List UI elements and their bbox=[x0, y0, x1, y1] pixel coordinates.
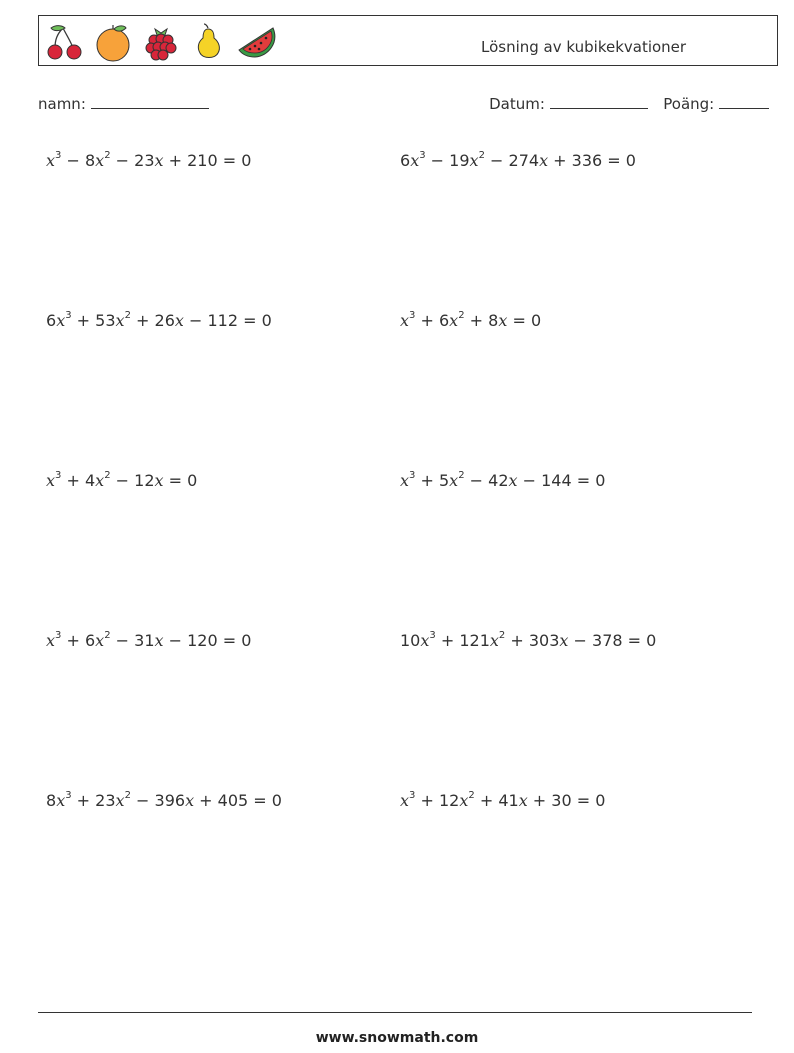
equation-term: + 6 bbox=[61, 631, 96, 650]
equation-7 bbox=[46, 631, 251, 650]
equation-term: − 274 bbox=[484, 151, 540, 170]
variable: x bbox=[46, 471, 56, 490]
variable: x bbox=[95, 631, 105, 650]
exponent: 2 bbox=[124, 309, 131, 321]
equation-term: 6 bbox=[400, 151, 411, 170]
variable: x bbox=[508, 471, 518, 490]
equation-term: − 8 bbox=[61, 151, 96, 170]
equation-9 bbox=[46, 791, 282, 810]
exponent: 2 bbox=[104, 629, 111, 641]
equation-term: = 0 bbox=[507, 311, 542, 330]
equation-term: + 41 bbox=[474, 791, 519, 810]
equation-term: − 23 bbox=[110, 151, 155, 170]
equation-term: − 19 bbox=[425, 151, 470, 170]
equation-term: − 144 = 0 bbox=[517, 471, 606, 490]
equation-term: − 42 bbox=[464, 471, 509, 490]
variable: x bbox=[449, 471, 459, 490]
variable: x bbox=[539, 151, 549, 170]
exponent: 3 bbox=[429, 629, 436, 641]
equation-term: − 396 bbox=[130, 791, 186, 810]
exponent: 2 bbox=[104, 469, 111, 481]
exponent: 3 bbox=[55, 629, 62, 641]
equation-term: − 31 bbox=[110, 631, 155, 650]
equation-term: 6 bbox=[46, 311, 57, 330]
exponent: 3 bbox=[409, 309, 416, 321]
exponent: 3 bbox=[409, 789, 416, 801]
equation-term: + 303 bbox=[505, 631, 560, 650]
exponent: 3 bbox=[65, 309, 72, 321]
equation-1 bbox=[46, 151, 251, 170]
equation-term: + 23 bbox=[71, 791, 116, 810]
equation-term: − 112 = 0 bbox=[183, 311, 272, 330]
equation-6 bbox=[400, 471, 605, 490]
variable: x bbox=[154, 151, 164, 170]
variable: x bbox=[420, 631, 430, 650]
variable: x bbox=[185, 791, 195, 810]
variable: x bbox=[115, 791, 125, 810]
variable: x bbox=[46, 631, 56, 650]
variable: x bbox=[115, 311, 125, 330]
variable: x bbox=[56, 311, 66, 330]
variable: x bbox=[559, 631, 569, 650]
equation-term: 8 bbox=[46, 791, 57, 810]
exponent: 2 bbox=[124, 789, 131, 801]
equation-term: 10 bbox=[400, 631, 421, 650]
variable: x bbox=[459, 791, 469, 810]
date-label: Datum: bbox=[489, 95, 545, 113]
variable: x bbox=[469, 151, 479, 170]
exponent: 2 bbox=[458, 469, 465, 481]
exponent: 2 bbox=[498, 629, 506, 641]
equation-term: + 30 = 0 bbox=[527, 791, 606, 810]
equation-term: + 53 bbox=[71, 311, 116, 330]
equation-term: + 405 = 0 bbox=[194, 791, 282, 810]
variable: x bbox=[489, 631, 499, 650]
exponent: 2 bbox=[104, 149, 111, 161]
equation-term: + 5 bbox=[415, 471, 450, 490]
score-label: Poäng: bbox=[663, 95, 715, 113]
variable: x bbox=[400, 791, 410, 810]
variable: x bbox=[154, 471, 164, 490]
exponent: 2 bbox=[478, 149, 485, 161]
variable: x bbox=[174, 311, 184, 330]
footer-url: www.snowmath.com bbox=[315, 1030, 479, 1046]
equation-2 bbox=[400, 151, 636, 170]
equation-term: − 378 = 0 bbox=[568, 631, 657, 650]
exponent: 3 bbox=[55, 149, 62, 161]
equation-term: − 12 bbox=[110, 471, 155, 490]
variable: x bbox=[56, 791, 66, 810]
exponent: 3 bbox=[55, 469, 62, 481]
variable: x bbox=[400, 471, 410, 490]
exponent: 2 bbox=[458, 309, 465, 321]
worksheet-title: Lösning av kubikekvationer bbox=[481, 38, 687, 56]
variable: x bbox=[46, 151, 56, 170]
equation-term: + 26 bbox=[130, 311, 175, 330]
variable: x bbox=[449, 311, 459, 330]
exponent: 3 bbox=[65, 789, 72, 801]
exponent: 2 bbox=[468, 789, 475, 801]
variable: x bbox=[95, 471, 105, 490]
equation-10 bbox=[400, 791, 605, 810]
equation-term: = 0 bbox=[163, 471, 198, 490]
name-label: namn: bbox=[38, 95, 86, 113]
equation-term: + 210 = 0 bbox=[163, 151, 252, 170]
exponent: 3 bbox=[409, 469, 416, 481]
variable: x bbox=[154, 631, 164, 650]
exponent: 3 bbox=[419, 149, 426, 161]
variable: x bbox=[410, 151, 420, 170]
variable: x bbox=[498, 311, 508, 330]
equation-term: + 4 bbox=[61, 471, 96, 490]
variable: x bbox=[518, 791, 528, 810]
equation-4 bbox=[400, 311, 541, 330]
equation-term: + 121 bbox=[435, 631, 490, 650]
variable: x bbox=[95, 151, 105, 170]
equation-term: + 6 bbox=[415, 311, 450, 330]
equation-term: + 12 bbox=[415, 791, 460, 810]
equation-term: − 120 = 0 bbox=[163, 631, 252, 650]
equation-term: + 8 bbox=[464, 311, 499, 330]
footer-divider bbox=[38, 1012, 752, 1013]
equation-term: + 336 = 0 bbox=[548, 151, 636, 170]
variable: x bbox=[400, 311, 410, 330]
equation-5 bbox=[46, 471, 197, 490]
equation-8 bbox=[400, 631, 656, 650]
equation-3 bbox=[46, 311, 272, 330]
